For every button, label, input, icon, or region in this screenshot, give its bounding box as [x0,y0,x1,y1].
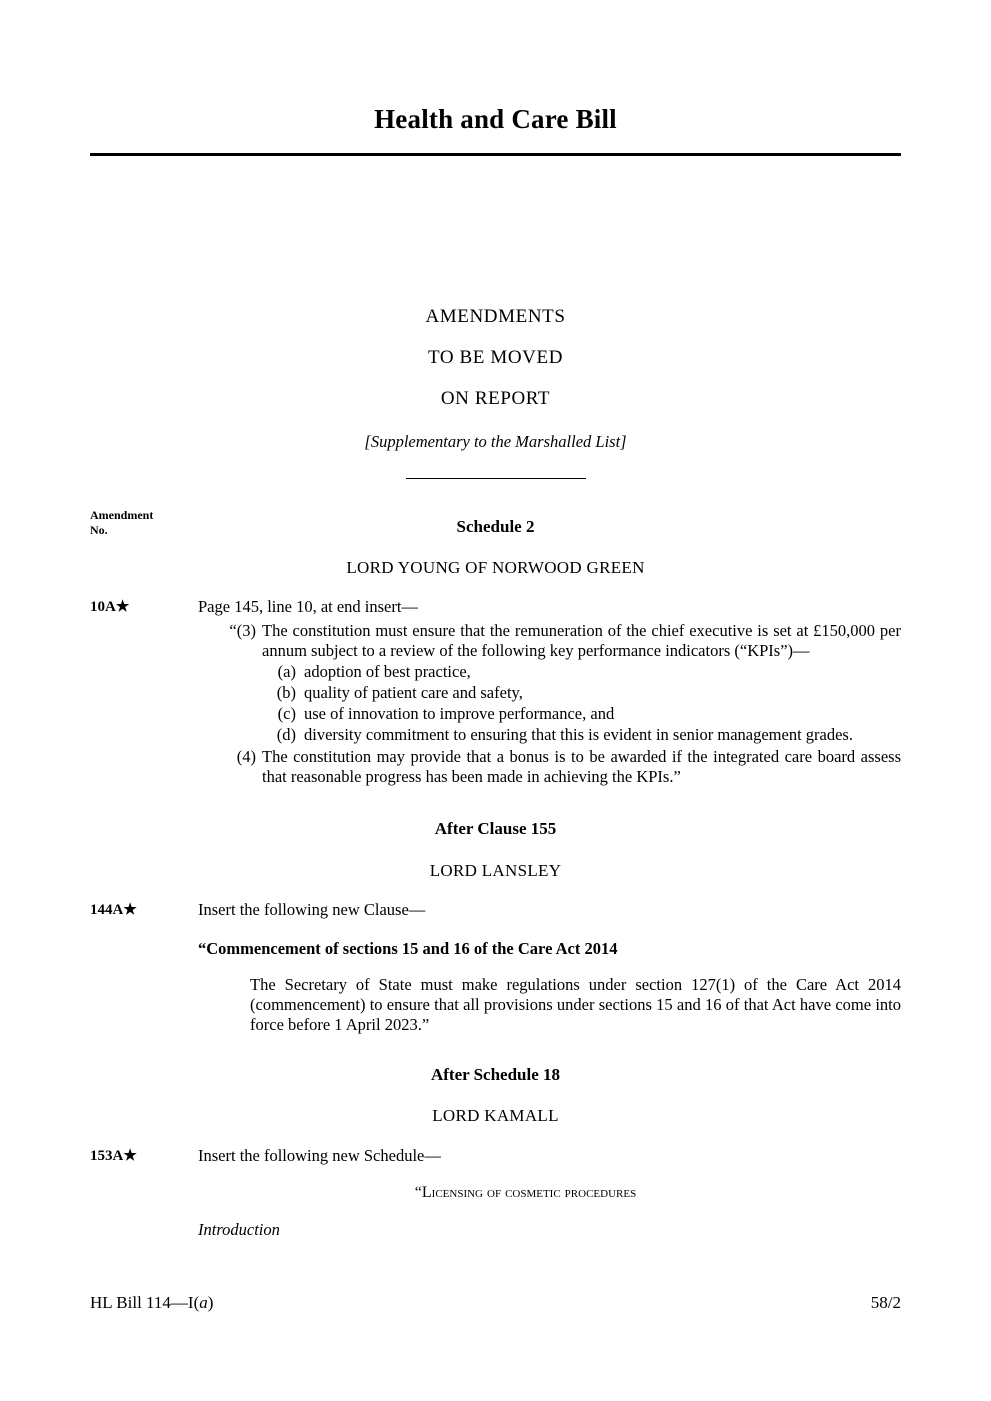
new-clause-body: The Secretary of State must make regulations under section 127(1) of the Care Act 2014 (commencement) to ensure that all provisions under sections 15 and 16 of that Act have come into force before 1 April 2023.” [250,975,901,1034]
page-footer [90,1293,901,1313]
bill-reference-close: ) [207,1293,214,1312]
quoted-marker-4: (4) [236,747,256,766]
section-heading-schedule-2: Schedule 2 [456,517,535,536]
section-heading-after-schedule-18: After Schedule 18 [430,1065,561,1084]
quoted-marker-d: (d) [276,725,296,744]
quoted-text-d: diversity commitment to ensuring that this is evident in senior management grades. [304,725,853,744]
amendment-10a-lead: Page 145, line 10, at end insert— [198,597,418,616]
quoted-item-c [218,704,901,724]
quoted-item-4 [218,747,901,787]
section-schedule-2 [90,517,901,787]
page-title: Health and Care Bill [374,104,617,134]
new-clause-title: “Commencement of sections 15 and 16 of the Care Act 2014 [198,939,618,958]
quoted-marker-b: (b) [276,683,296,702]
amendment-144a [90,900,901,920]
section-after-clause-155 [90,819,901,1035]
quoted-item-a [218,662,901,682]
bill-reference [90,1293,213,1313]
amendment-no-column-label [90,508,153,538]
title-divider [90,153,901,156]
quoted-marker-a: (a) [277,662,296,681]
supplementary-note: [Supplementary to the Marshalled List] [364,432,627,451]
sponsor-lord-lansley: LORD LANSLEY [429,861,562,880]
sponsor-lord-young: LORD YOUNG OF NORWOOD GREEN [346,558,645,577]
amendment-153a [90,1146,901,1166]
heading-line-to-be-moved: TO BE MOVED [427,347,564,368]
amendments-heading-block [90,306,901,479]
section-heading-after-clause-155: After Clause 155 [434,819,557,838]
bill-reference-suffix: —I( [170,1293,200,1312]
quoted-text-c: use of innovation to improve performance, and [304,704,615,723]
quoted-marker-3: “(3) [229,621,256,640]
amendment-number-10a: 10A★ [90,599,130,615]
amendment-no-label-line1: Amendment [90,508,154,522]
amendment-153a-lead: Insert the following new Schedule— [198,1146,441,1165]
quoted-item-3 [218,621,901,661]
section-after-schedule-18 [90,1065,901,1240]
page-number: 58/2 [870,1293,901,1312]
sponsor-lord-kamall: LORD KAMALL [432,1106,559,1125]
amendment-10a-quoted-text [218,621,901,787]
quoted-marker-c: (c) [277,704,296,723]
bill-reference-italic: a [199,1293,208,1312]
new-schedule-title: “Licensing of cosmetic procedures [414,1184,637,1201]
bill-reference-prefix: HL Bill 114 [90,1293,171,1312]
heading-divider [406,478,586,479]
heading-line-on-report: ON REPORT [440,388,551,409]
quoted-item-d [218,725,901,745]
quoted-item-b [218,683,901,703]
quoted-text-4: The constitution may provide that a bonus is to be awarded if the integrated care board assess that reasonable progress has been made in achieving the KPIs.” [262,747,901,786]
new-schedule-subheading: Introduction [198,1220,280,1239]
amendment-144a-lead: Insert the following new Clause— [198,900,426,919]
quoted-text-3: The constitution must ensure that the remuneration of the chief executive is set at £150,000 per annum subject to a review of the following key performance indicators (“KPIs”)— [262,621,901,660]
quoted-text-a: adoption of best practice, [304,662,471,681]
amendment-no-label-line2: No. [90,523,108,537]
amendment-10a [90,597,901,617]
amendment-number-144a: 144A★ [90,902,137,918]
amendment-number-153a: 153A★ [90,1148,137,1164]
heading-line-amendments: AMENDMENTS [425,306,566,327]
quoted-text-b: quality of patient care and safety, [304,683,523,702]
